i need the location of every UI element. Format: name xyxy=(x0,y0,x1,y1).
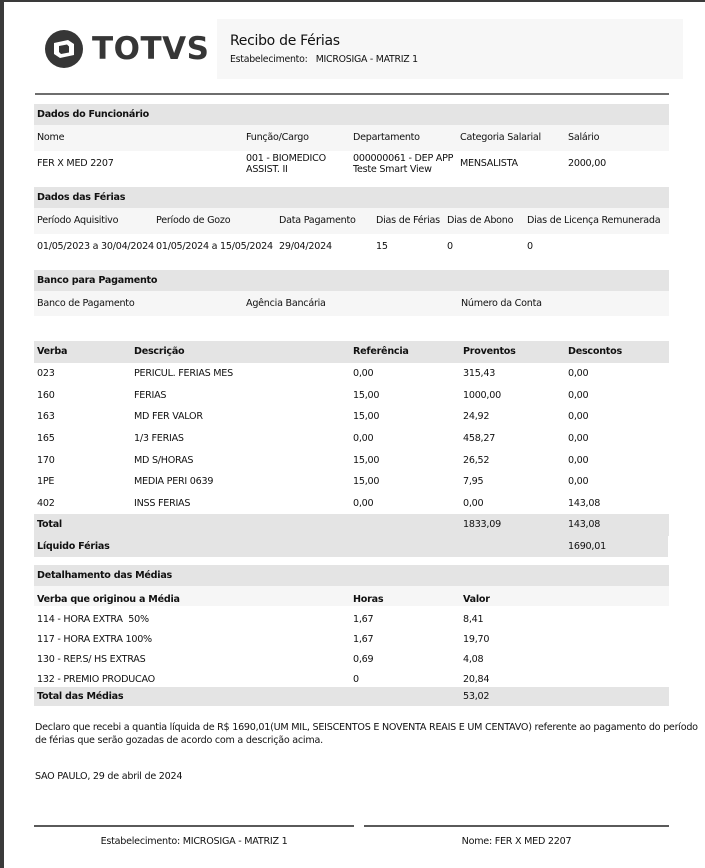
row-reference: 0,00 xyxy=(353,433,374,444)
row-earnings: 458,27 xyxy=(463,433,496,444)
average-hours: 0,69 xyxy=(353,654,374,665)
vacation-section-header xyxy=(34,187,669,208)
bank-header-agency: Agência Bancária xyxy=(246,298,326,309)
average-value: 8,41 xyxy=(463,614,484,625)
row-earnings: 26,52 xyxy=(463,455,490,466)
items-header-earnings: Proventos xyxy=(463,346,516,357)
average-origin: 132 - PREMIO PRODUCAO xyxy=(37,674,155,685)
items-header-code: Verba xyxy=(37,346,68,357)
average-value: 19,70 xyxy=(463,634,490,645)
employee-department-line2: Teste Smart View xyxy=(353,164,432,175)
vacation-header-days: Dias de Férias xyxy=(376,215,440,226)
row-earnings: 315,43 xyxy=(463,368,496,379)
employee-header-name: Nome xyxy=(37,132,65,143)
items-header-description: Descrição xyxy=(134,346,185,357)
row-deductions: 0,00 xyxy=(568,390,589,401)
signature-establishment: Estabelecimento: MICROSIGA - MATRIZ 1 xyxy=(100,836,288,847)
establishment-label: Estabelecimento: xyxy=(230,54,308,65)
totvs-logo xyxy=(45,28,210,70)
bank-section-title: Banco para Pagamento xyxy=(37,275,158,286)
row-deductions: 0,00 xyxy=(568,455,589,466)
average-value: 20,84 xyxy=(463,674,490,685)
row-description: MD FER VALOR xyxy=(134,411,203,422)
row-earnings: 1000,00 xyxy=(463,390,501,401)
establishment-subtitle xyxy=(230,54,418,65)
employee-header-department: Departamento xyxy=(353,132,420,143)
row-deductions: 0,00 xyxy=(568,368,589,379)
averages-header-value: Valor xyxy=(463,594,490,605)
employee-section-title: Dados do Funcionário xyxy=(37,109,149,120)
row-reference: 15,00 xyxy=(353,390,380,401)
row-code: 023 xyxy=(37,368,55,379)
establishment-value: MICROSIGA - MATRIZ 1 xyxy=(315,54,418,65)
row-code: 170 xyxy=(37,455,55,466)
row-reference: 0,00 xyxy=(353,368,374,379)
row-deductions: 0,00 xyxy=(568,411,589,422)
totvs-logo-icon xyxy=(45,30,83,68)
employee-salary: 2000,00 xyxy=(568,158,606,169)
averages-total-row xyxy=(34,687,669,706)
employee-salary-category: MENSALISTA xyxy=(460,158,518,169)
signature-employee: Nome: FER X MED 2207 xyxy=(461,836,572,847)
row-description: INSS FERIAS xyxy=(134,498,191,509)
vacation-header-paid-leave: Dias de Licença Remunerada xyxy=(527,215,661,226)
vacation-bonus-days: 0 xyxy=(447,241,453,252)
row-reference: 15,00 xyxy=(353,455,380,466)
average-origin: 114 - HORA EXTRA 50% xyxy=(37,614,149,625)
items-total-earnings: 1833,09 xyxy=(463,519,501,530)
signature-line-establishment xyxy=(34,825,354,827)
vacation-header-enjoyment: Período de Gozo xyxy=(156,215,231,226)
row-code: 402 xyxy=(37,498,55,509)
average-origin: 117 - HORA EXTRA 100% xyxy=(37,634,152,645)
vacation-paid-leave-days: 0 xyxy=(527,241,533,252)
employee-department-line1: 000000061 - DEP APP xyxy=(353,153,454,164)
averages-section-title: Detalhamento das Médias xyxy=(37,570,173,581)
employee-name: FER X MED 2207 xyxy=(37,158,114,169)
items-total-deductions: 143,08 xyxy=(568,519,601,530)
items-net-label: Líquido Férias xyxy=(37,541,110,552)
averages-header-origin: Verba que originou a Média xyxy=(37,594,180,605)
vacation-enjoyment-period: 01/05/2024 a 15/05/2024 xyxy=(156,241,273,252)
row-reference: 15,00 xyxy=(353,476,380,487)
items-total-label: Total xyxy=(37,519,62,530)
declaration-line2: de férias que serão gozadas de acordo com a descrição acima. xyxy=(35,735,323,746)
header-divider xyxy=(35,93,669,95)
vacation-acquisition-period: 01/05/2023 a 30/04/2024 xyxy=(37,241,154,252)
average-hours: 1,67 xyxy=(353,614,374,625)
averages-total-label: Total das Médias xyxy=(37,691,124,702)
row-reference: 0,00 xyxy=(353,498,374,509)
receipt-page xyxy=(4,2,705,868)
average-hours: 1,67 xyxy=(353,634,374,645)
employee-header-salary-category: Categoria Salarial xyxy=(460,132,541,143)
row-description: 1/3 FERIAS xyxy=(134,433,184,444)
declaration-line1: Declaro que recebi a quantia líquida de R$ 1690,01(UM MIL, SEISCENTOS E NOVENTA REAIS E UM CENTAVO) referente ao pagamento do período xyxy=(35,722,698,733)
document-title: Recibo de Férias xyxy=(230,33,340,49)
row-code: 1PE xyxy=(37,476,55,487)
vacation-days: 15 xyxy=(376,241,388,252)
vacation-payment-date: 29/04/2024 xyxy=(279,241,332,252)
vacation-header-payment-date: Data Pagamento xyxy=(279,215,356,226)
row-code: 160 xyxy=(37,390,55,401)
items-net-value: 1690,01 xyxy=(568,541,606,552)
vacation-header-acquisition: Período Aquisitivo xyxy=(37,215,119,226)
averages-header-hours: Horas xyxy=(353,594,384,605)
average-hours: 0 xyxy=(353,674,359,685)
employee-role-line2: ASSIST. II xyxy=(246,164,288,175)
row-code: 163 xyxy=(37,411,55,422)
row-code: 165 xyxy=(37,433,55,444)
row-earnings: 24,92 xyxy=(463,411,490,422)
row-deductions: 0,00 xyxy=(568,433,589,444)
items-header-deductions: Descontos xyxy=(568,346,622,357)
row-description: PERICUL. FERIAS MES xyxy=(134,368,233,379)
row-deductions: 0,00 xyxy=(568,476,589,487)
row-earnings: 7,95 xyxy=(463,476,484,487)
vacation-section-title: Dados das Férias xyxy=(37,192,126,203)
bank-header-account: Número da Conta xyxy=(461,298,542,309)
items-header-reference: Referência xyxy=(353,346,409,357)
logo-text: TOTVS xyxy=(92,31,210,67)
title-box xyxy=(217,19,683,79)
row-description: MD S/HORAS xyxy=(134,455,194,466)
place-date: SAO PAULO, 29 de abril de 2024 xyxy=(35,771,183,782)
row-deductions: 143,08 xyxy=(568,498,601,509)
signature-line-employee xyxy=(364,825,669,827)
row-description: MEDIA PERI 0639 xyxy=(134,476,214,487)
average-origin: 130 - REP.S/ HS EXTRAS xyxy=(37,654,146,665)
row-earnings: 0,00 xyxy=(463,498,484,509)
employee-header-role: Função/Cargo xyxy=(246,132,309,143)
averages-total-value: 53,02 xyxy=(463,691,490,702)
vacation-header-bonus-days: Dias de Abono xyxy=(447,215,514,226)
average-value: 4,08 xyxy=(463,654,484,665)
employee-header-salary: Salário xyxy=(568,132,600,143)
employee-role-line1: 001 - BIOMEDICO xyxy=(246,153,326,164)
row-reference: 15,00 xyxy=(353,411,380,422)
bank-header-bank: Banco de Pagamento xyxy=(37,298,135,309)
row-description: FERIAS xyxy=(134,390,167,401)
